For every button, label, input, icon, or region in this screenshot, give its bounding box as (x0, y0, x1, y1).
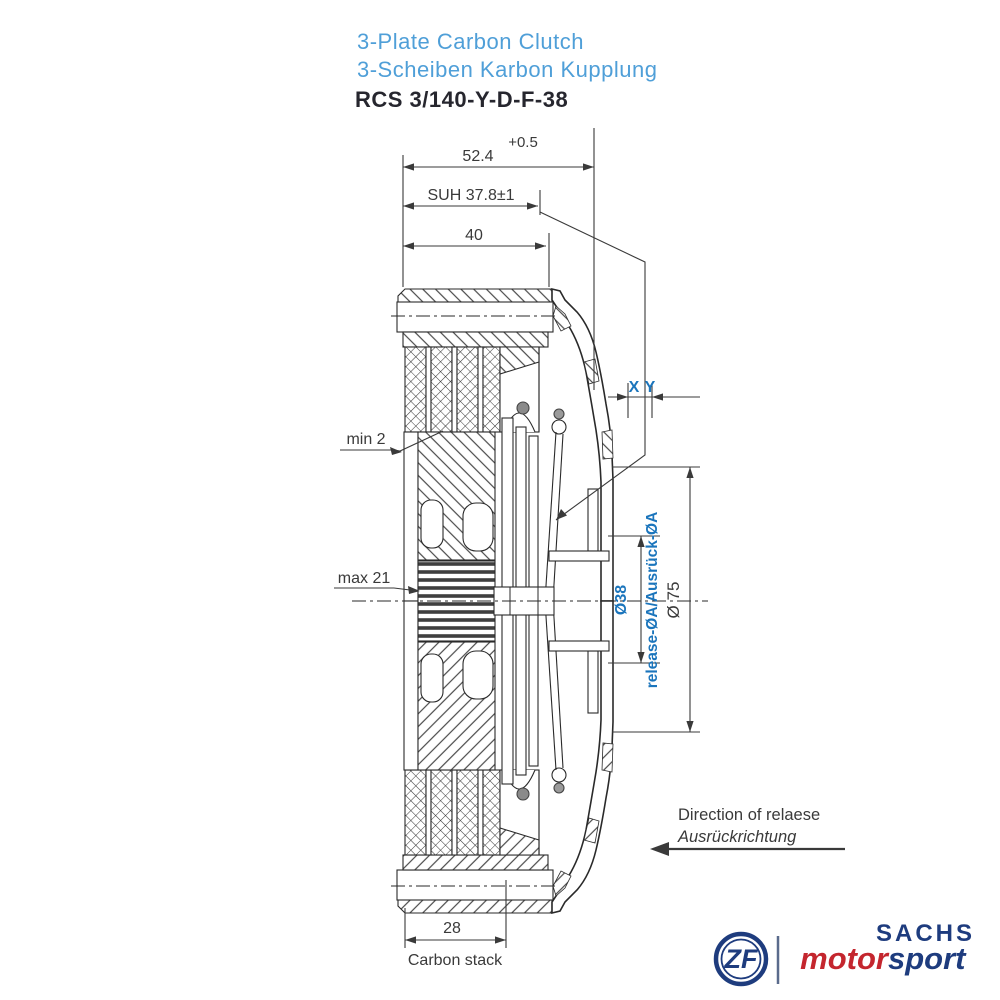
label-y: Y (644, 379, 656, 396)
zf-letters: ZF (724, 944, 758, 974)
label-min-wear: min 2 (346, 431, 386, 448)
model-number: RCS 3/140-Y-D-F-38 (355, 87, 569, 112)
dim-flange-dia: Ø 75 (664, 581, 683, 619)
dim-stack-width: 28 (443, 920, 461, 937)
motorsport-blue: sport (888, 941, 966, 976)
note-release-dia: release-ØA/Ausrück-ØA (644, 511, 661, 689)
dim-overall-depth: 52.4 (462, 148, 494, 165)
dim-tolerance: +0.5 (508, 134, 538, 151)
drum-inner-band (403, 332, 548, 347)
drum-band (397, 302, 553, 332)
label-max-wear: max 21 (337, 570, 391, 587)
carbon-stack-plates (405, 347, 500, 432)
drum-rim (398, 289, 552, 302)
title-english: 3-Plate Carbon Clutch (357, 29, 584, 54)
release-direction-de: Ausrückrichtung (678, 828, 797, 846)
motorsport-red: motor (800, 941, 888, 976)
brand-logos (716, 920, 975, 984)
release-direction-en: Direction of relaese (678, 806, 821, 824)
label-x: X (628, 379, 640, 396)
dim-release-dia: Ø38 (613, 584, 630, 616)
sachs-wordmark: SACHS (875, 920, 975, 947)
label-carbon-stack: Carbon stack (407, 952, 503, 969)
dim-suh: SUH 37.8±1 (427, 187, 515, 204)
title-german: 3-Scheiben Karbon Kupplung (357, 57, 658, 82)
dim-40: 40 (465, 227, 483, 244)
title-block (355, 29, 657, 112)
zf-logo (716, 934, 766, 984)
